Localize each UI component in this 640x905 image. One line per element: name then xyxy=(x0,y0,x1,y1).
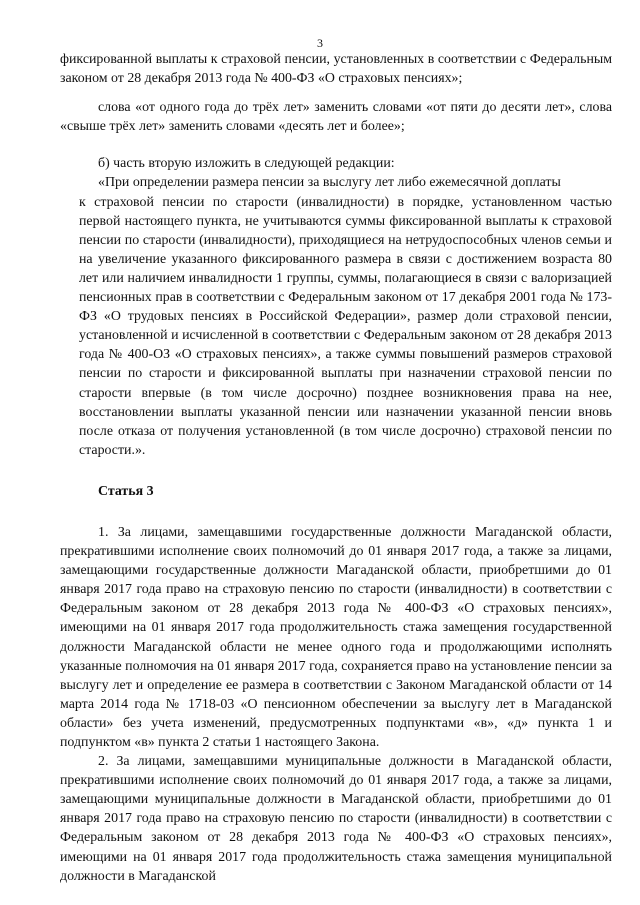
article-3-item-2: 2. За лицами, замещавшими муниципальные должности в Магаданской области, прекратившими исполнение своих полномочий до 01 января 2017 года, а также за лицами, замещающими муниципальные должности в Магаданской области, приобретшими до 01 января 2017 года право на страховую пенсию по старости (инвалидности) в соответствии с Федеральным законом от 28 декабря 2013 года № 400-ФЗ «О страховых пенсиях», имеющими на 01 января 2017 года продолжительность стажа замещения муниципальной должности в Магаданской xyxy=(60,754,612,884)
document-body xyxy=(60,50,612,886)
paragraph-part-two: б) часть вторую изложить в следующей редакции: xyxy=(98,156,395,172)
article-3-item-1: 1. За лицами, замещавшими государственные должности Магаданской области, прекратившими исполнение своих полномочий до 01 января 2017 года, а также за лицами, замещающими государственные должности Магаданской области, приобретшими до 01 января 2017 года право на страховую пенсию по старости (инвалидности) в соответствии с Федеральным законом от 28 декабря 2013 года № 400-ФЗ «О страховых пенсиях», имеющими на 01 января 2017 года продолжительность стажа замещения государственной должности Магаданской области не менее одного года и продолжающими исполнять указанные полномочия на 01 января 2017 года, сохраняется право на установление пенсии за выслугу лет и определение ее размера в соответствии с Законом Магаданской области от 14 марта 2014 года № 1718-03 «О пенсионном обеспечении за выслугу лет в Магаданской области» без учета изменений, предусмотренных подпунктами «в», «д» пункта 1 и подпунктом «в» пункта 2 статьи 1 настоящего Закона. xyxy=(60,524,612,750)
page-number: 3 xyxy=(317,36,323,50)
paragraph-continuation: фиксированной выплаты к страховой пенсии, установленных в соответствии с Федеральным законом от 28 декабря 2013 года № 400-ФЗ «О страховых пенсиях»; xyxy=(60,52,612,87)
quote-first-line: «При определении размера пенсии за выслугу лет либо ежемесячной доплаты xyxy=(98,175,561,191)
article-heading: Статья 3 xyxy=(98,483,154,499)
quote-body: к страховой пенсии по старости (инвалидности) в порядке, установленном частью первой настоящего пункта, не учитываются суммы фиксированной выплаты к страховой пенсии по старости (инвалидности), приходящиеся на нетрудоспособных членов семьи и на увеличение указанного фиксированного размера в связи с достижением возраста 80 лет или наличием инвалидности 1 группы, суммы, полагающиеся в связи с валоризацией пенсионных прав в соответствии с Федеральным законом от 17 декабря 2001 года № 173-ФЗ «О трудовых пенсиях в Российской Федерации», размер доли страховой пенсии, установленной и исчисленной в соответствии с Федеральным законом от 28 декабря 2013 года № 400-ОЗ «О страховых пенсиях», а также суммы повышений размеров страховой пенсии по старости и фиксированной выплаты при назначении страховой пенсии по старости впервые (в том числе досрочно) позднее возникновения права на нее, восстановлении выплаты указанной пенсии или назначении указанной пенсии вновь после отказа от получения установленной (в том числе досрочно) страховой пенсии по старости.». xyxy=(79,194,612,458)
paragraph-replace-words: слова «от одного года до трёх лет» заменить словами «от пяти до десяти лет», слова «свыше трёх лет» заменить словами «десять лет и более»; xyxy=(60,100,612,135)
